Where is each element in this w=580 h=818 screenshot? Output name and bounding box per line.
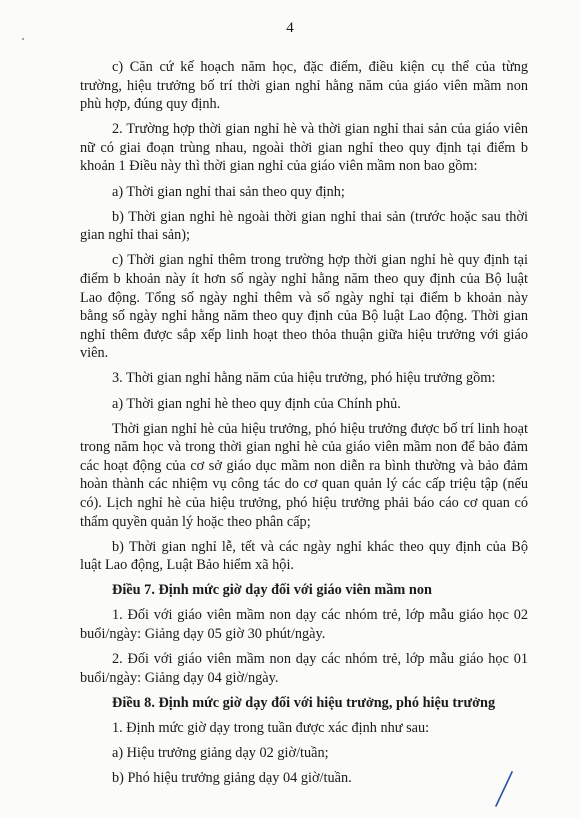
paragraph-3a: a) Thời gian nghỉ hè theo quy định của Chính phủ. (112, 395, 401, 412)
paragraph-2c: c) Thời gian nghỉ thêm trong trường hợp thời gian nghỉ hè quy định tại điểm b khoản này ít hơn số ngày nghỉ hằng năm theo quy định của Bộ luật Lao động. Tổng số ngày nghỉ thêm và số ngày nghỉ tại điểm b khoản này bằng số ngày nghỉ hằng năm theo quy định của Bộ luật Lao động. Thời gian nghỉ thêm được sắp xếp linh hoạt theo thỏa thuận giữa hiệu trưởng với giáo viên. (80, 252, 528, 362)
paragraph-clause-2: 2. Trường hợp thời gian nghỉ hè và thời gian nghỉ thai sản của giáo viên nữ có giai đoạn trùng nhau, ngoài thời gian nghỉ theo quy định tại điểm b khoản 1 Điều này thì thời gian nghỉ của giáo viên mầm non bao gồm: (80, 121, 528, 175)
scan-speck (22, 38, 24, 40)
page-number: 4 (286, 20, 294, 36)
paragraph-clause-3: 3. Thời gian nghỉ hằng năm của hiệu trưởng, phó hiệu trưởng gồm: (112, 370, 496, 387)
paragraph-2b: b) Thời gian nghỉ hè ngoài thời gian nghỉ thai sản (trước hoặc sau thời gian nghỉ thai sản); (80, 208, 528, 244)
paragraph-7-1: 1. Đối với giáo viên mầm non dạy các nhóm trẻ, lớp mẫu giáo học 02 buổi/ngày: Giảng dạy 05 giờ 30 phút/ngày. (80, 607, 528, 643)
paragraph-3c: c) Căn cứ kế hoạch năm học, đặc điểm, điều kiện cụ thể của từng trường, hiệu trưởng bố trí thời gian nghỉ hằng năm của giáo viên mầm non phù hợp, đúng quy định. (80, 59, 528, 113)
paragraph-8-1b: b) Phó hiệu trưởng giảng dạy 04 giờ/tuần. (112, 770, 352, 787)
document-body (80, 58, 528, 794)
paragraph-2a: a) Thời gian nghỉ thai sản theo quy định; (112, 183, 345, 200)
paragraph-summer-leave: Thời gian nghỉ hè của hiệu trưởng, phó hiệu trưởng được bố trí linh hoạt trong năm học và trong thời gian nghỉ hè của giáo viên mầm non để bảo đảm các hoạt động của cơ sở giáo dục mầm non diễn ra bình thường và bảo đảm hoàn thành các nhiệm vụ công tác do cơ quan quản lý các cấp triệu tập (nếu có). Lịch nghỉ hè của hiệu trưởng, phó hiệu trưởng phải báo cáo cơ quan có thẩm quyền quản lý hoặc theo phân cấp; (80, 420, 528, 530)
pen-stroke-mark (490, 770, 520, 810)
article-7-heading: Điều 7. Định mức giờ dạy đối với giáo viên mầm non (112, 582, 432, 599)
paragraph-8-1: 1. Định mức giờ dạy trong tuần được xác định như sau: (112, 719, 430, 736)
article-8-heading: Điều 8. Định mức giờ dạy đối với hiệu trưởng, phó hiệu trưởng (112, 694, 496, 711)
paragraph-7-2: 2. Đối với giáo viên mầm non dạy các nhóm trẻ, lớp mẫu giáo học 01 buổi/ngày: Giảng dạy 04 giờ/ngày. (80, 651, 528, 686)
paragraph-8-1a: a) Hiệu trưởng giảng dạy 02 giờ/tuần; (112, 745, 329, 761)
paragraph-3b: b) Thời gian nghỉ lễ, tết và các ngày nghỉ khác theo quy định của Bộ luật Lao động, Luật Bảo hiểm xã hội. (80, 538, 528, 574)
